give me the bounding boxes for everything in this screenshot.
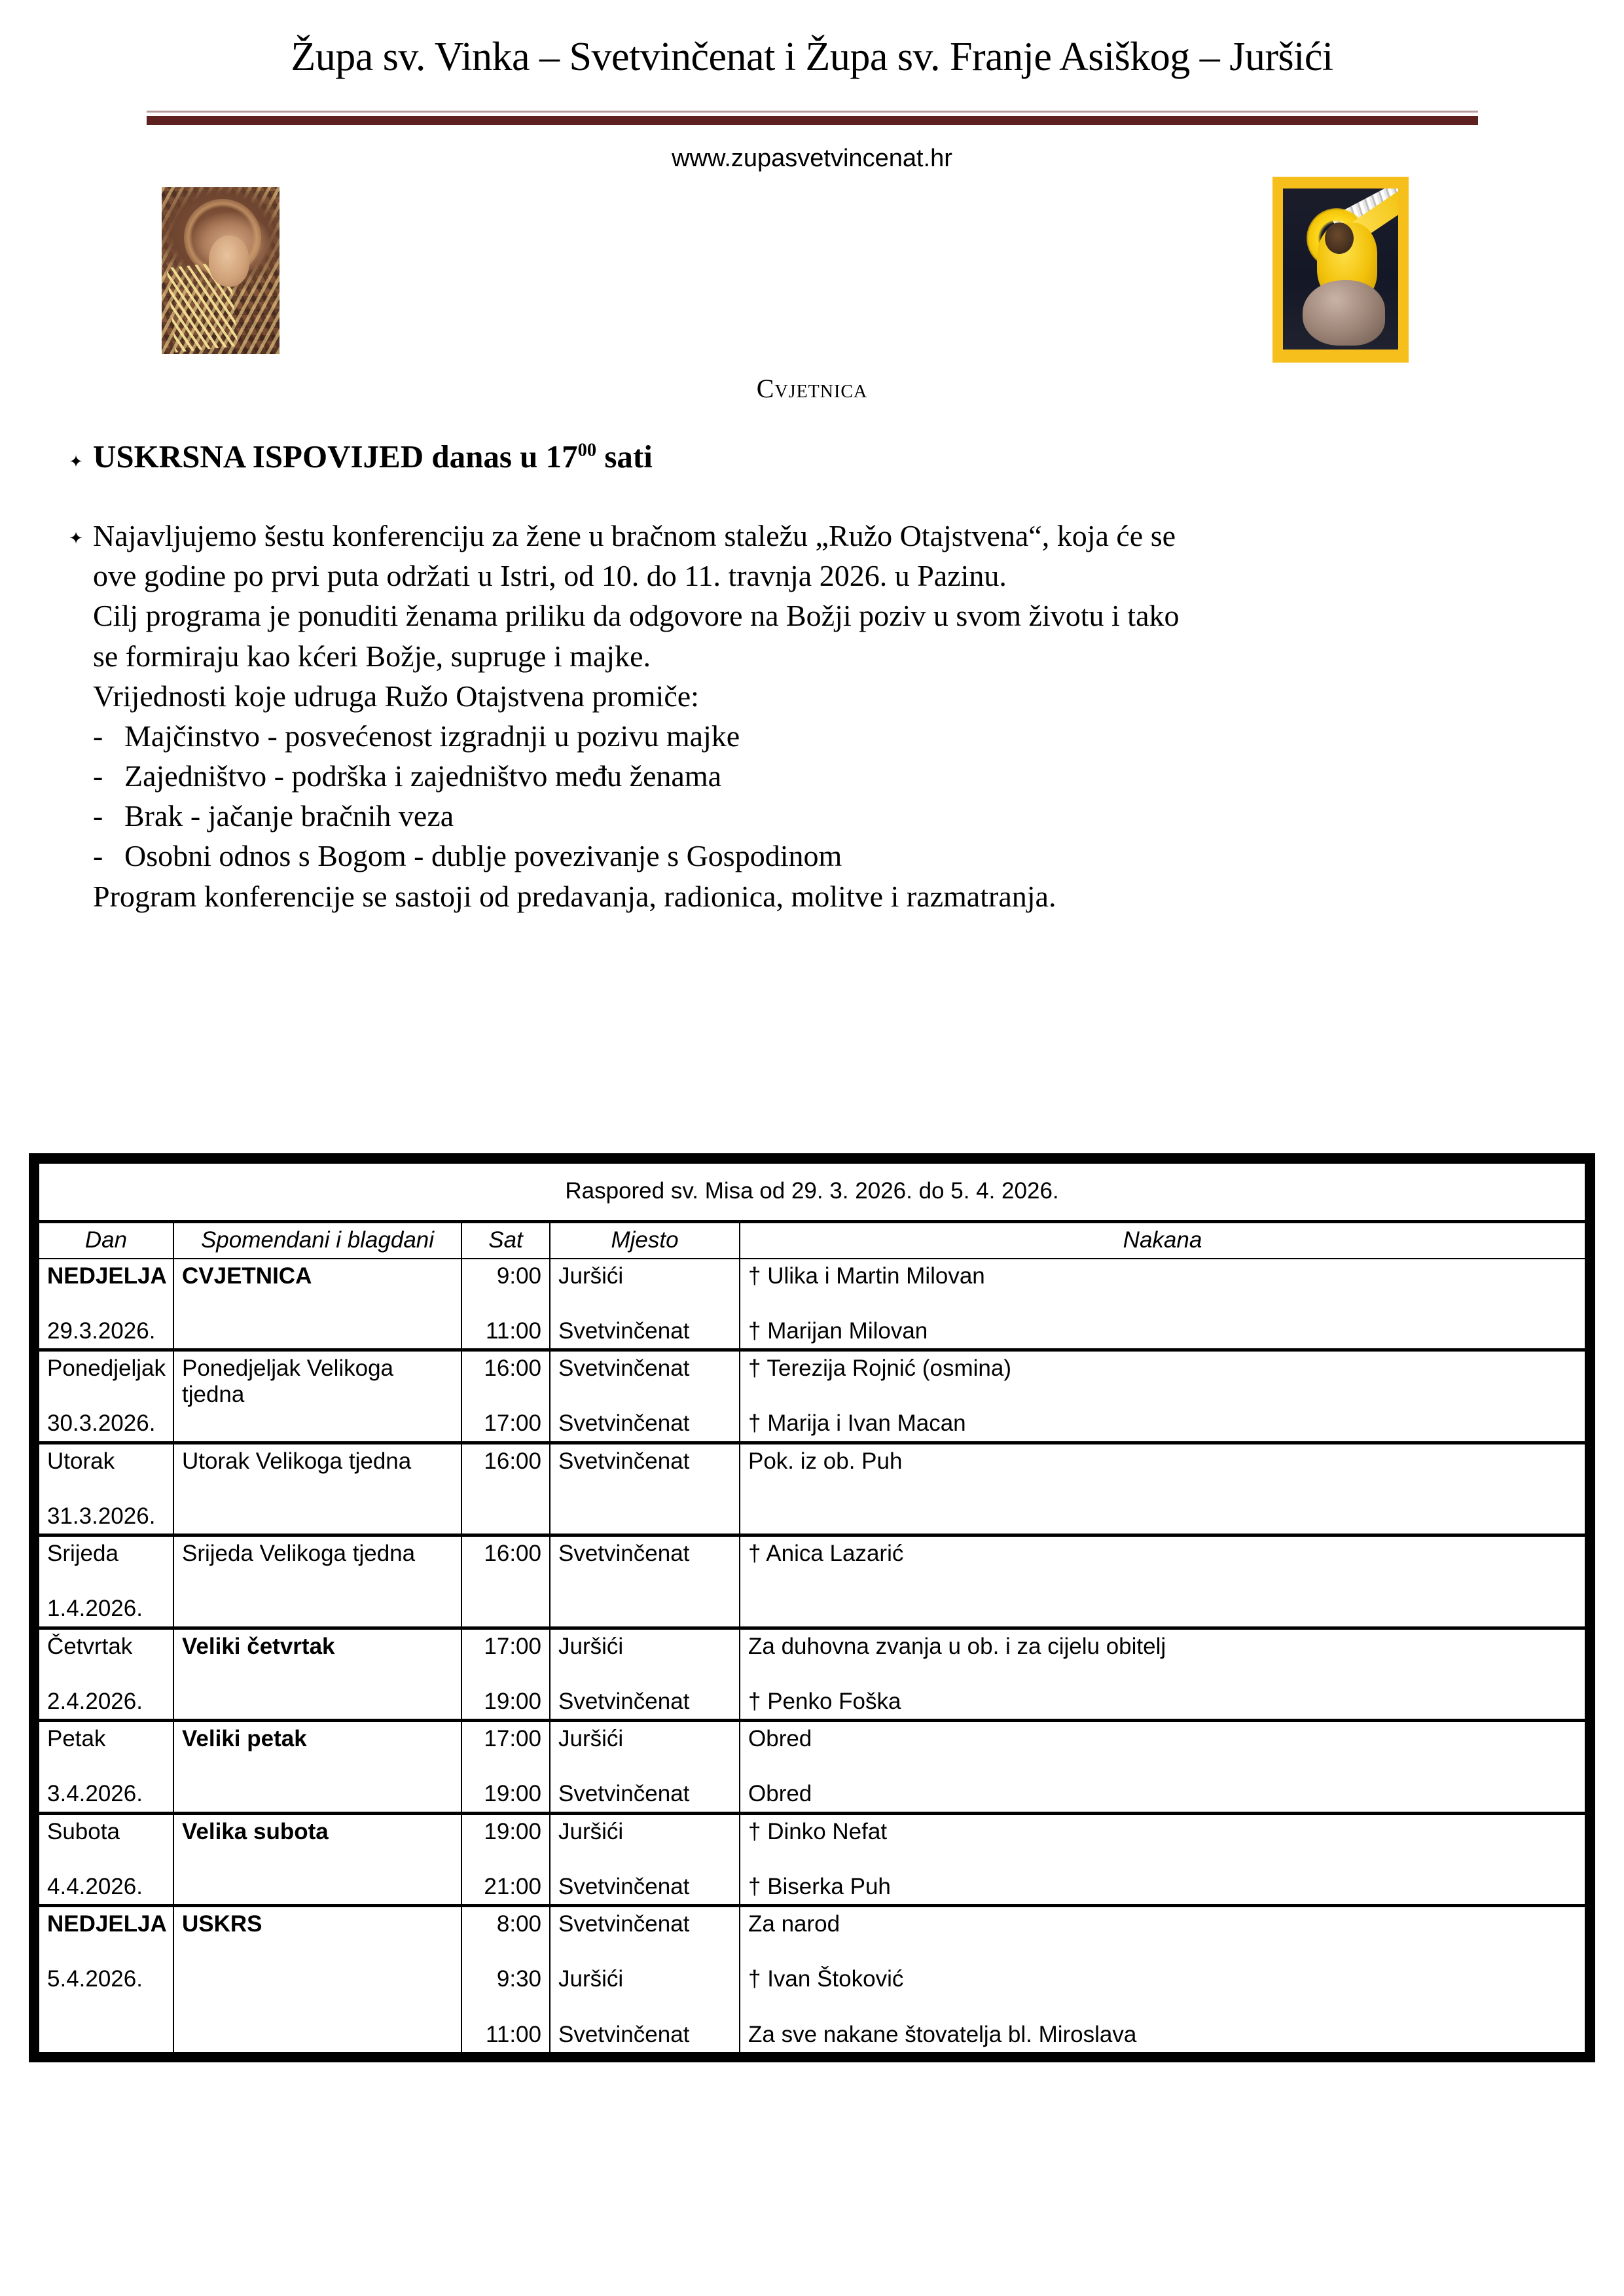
day-name: Utorak — [47, 1448, 115, 1474]
cell-time — [461, 1628, 550, 1721]
mass-place: Svetvinčenat — [558, 1448, 690, 1474]
mass-intention: Obred — [748, 1726, 812, 1751]
confession-text-after: sati — [596, 439, 653, 475]
day-date: 5.4.2026. — [47, 1966, 143, 1992]
day-date: 29.3.2026. — [47, 1318, 156, 1344]
day-name: NEDJELJA — [47, 1911, 167, 1937]
diamond-bullet-icon: ✦ — [69, 452, 83, 471]
mass-intention: † Marija i Ivan Macan — [748, 1410, 966, 1437]
value-text: Brak - jačanje bračnih veza — [124, 799, 454, 833]
document-body — [0, 373, 1624, 916]
table-row — [39, 1628, 1585, 1721]
dash-marker: - — [93, 839, 103, 873]
mass-place: Svetvinčenat — [558, 2021, 690, 2047]
mass-schedule-table — [39, 1164, 1585, 2052]
day-date: 31.3.2026. — [47, 1503, 156, 1529]
mass-place: Svetvinčenat — [558, 1688, 690, 1714]
table-row — [39, 1535, 1585, 1628]
day-date: 4.4.2026. — [47, 1873, 143, 1899]
mass-schedule-table-container — [29, 1153, 1595, 2062]
value-text: Zajedništvo - podrška i zajedništvo među ženama — [124, 759, 722, 793]
christ-head-shape — [1325, 223, 1354, 254]
cell-intention — [740, 1259, 1585, 1350]
day-name: Ponedjeljak — [47, 1355, 166, 1381]
cell-place — [550, 1350, 740, 1443]
mass-place: Juršići — [558, 1263, 624, 1289]
cell-day — [39, 1535, 173, 1628]
confession-superscript: 00 — [577, 440, 597, 461]
cell-intention — [740, 1628, 1585, 1721]
conference-text-block — [93, 516, 1565, 916]
conference-values-heading: Vrijednosti koje udruga Ružo Otajstvena promiče: — [93, 679, 699, 713]
table-row — [39, 1906, 1585, 2052]
mass-intention: Za narod — [748, 1911, 840, 1937]
confession-text-before: USKRSNA ISPOVIJED danas u 17 — [93, 439, 578, 475]
cell-feast — [173, 1259, 461, 1350]
feast-name: USKRS — [182, 1911, 262, 1937]
mass-time: 16:00 — [484, 1541, 541, 1566]
mass-time: 17:00 — [484, 1633, 541, 1659]
cell-day — [39, 1721, 173, 1814]
column-header-dan: Dan — [39, 1222, 173, 1259]
mass-time: 17:00 — [484, 1410, 541, 1437]
cell-intention — [740, 1350, 1585, 1443]
crucifix-icon-image — [1272, 177, 1409, 363]
column-header-spomendani: Spomendani i blagdani — [173, 1222, 461, 1259]
cell-place — [550, 1443, 740, 1535]
cell-feast — [173, 1721, 461, 1814]
schedule-caption: Raspored sv. Misa od 29. 3. 2026. do 5. 4. 2026. — [39, 1164, 1585, 1222]
feast-name: Veliki petak — [182, 1726, 307, 1751]
masthead — [0, 0, 1624, 81]
drapery-shape — [1303, 280, 1385, 346]
cell-day — [39, 1259, 173, 1350]
header-divider — [147, 111, 1478, 125]
mass-place: Juršići — [558, 1633, 624, 1659]
value-text: Majčinstvo - posvećenost izgradnji u pozivu majke — [124, 719, 740, 753]
mass-time: 9:00 — [496, 1263, 541, 1289]
mass-time: 21:00 — [484, 1873, 541, 1899]
table-row — [39, 1259, 1585, 1350]
dash-marker: - — [93, 719, 103, 753]
feast-name: Velika subota — [182, 1818, 329, 1844]
mass-place: Svetvinčenat — [558, 1318, 690, 1344]
mass-time: 16:00 — [484, 1448, 541, 1474]
mass-place: Svetvinčenat — [558, 1355, 690, 1381]
cell-day — [39, 1628, 173, 1721]
day-name: Subota — [47, 1818, 120, 1844]
cell-place — [550, 1259, 740, 1350]
conference-values-list — [93, 716, 1552, 876]
table-caption-row — [39, 1164, 1585, 1222]
column-header-mjesto: Mjesto — [550, 1222, 740, 1259]
feast-name: CVJETNICA — [182, 1263, 312, 1289]
mass-intention: † Biserka Puh — [748, 1873, 891, 1899]
mass-time: 17:00 — [484, 1726, 541, 1751]
cell-feast — [173, 1443, 461, 1535]
day-name: Srijeda — [47, 1541, 118, 1566]
diamond-bullet-icon: ✦ — [69, 529, 83, 548]
day-date: 2.4.2026. — [47, 1688, 143, 1714]
cell-feast — [173, 1350, 461, 1443]
divider-thick-line — [147, 116, 1478, 125]
page-title: Župa sv. Vinka – Svetvinčenat i Župa sv. Franje Asiškog – Juršići — [291, 35, 1333, 79]
mass-intention: Za duhovna zvanja u ob. i za cijelu obitelj — [748, 1633, 1166, 1659]
value-text: Osobni odnos s Bogom - dublje povezivanje s Gospodinom — [124, 839, 842, 873]
mass-time: 19:00 — [484, 1818, 541, 1844]
mass-time: 16:00 — [484, 1355, 541, 1381]
mass-place: Svetvinčenat — [558, 1410, 690, 1437]
cell-day — [39, 1906, 173, 2052]
confession-text — [93, 440, 653, 473]
saint-vincent-icon-image — [162, 187, 280, 354]
mass-intention: † Anica Lazarić — [748, 1541, 904, 1566]
cell-feast — [173, 1628, 461, 1721]
crucifix-inner-panel — [1283, 188, 1398, 350]
conference-closing-line: Program konferencije se sastoji od predavanja, radionica, molitve i razmatranja. — [93, 879, 1056, 913]
cell-time — [461, 1906, 550, 2052]
day-date: 30.3.2026. — [47, 1410, 156, 1437]
mass-time: 19:00 — [484, 1781, 541, 1807]
column-header-nakana: Nakana — [740, 1222, 1585, 1259]
cell-day — [39, 1443, 173, 1535]
cell-place — [550, 1535, 740, 1628]
icon-images-band — [0, 173, 1624, 369]
mass-time: 11:00 — [486, 2021, 541, 2047]
cell-time — [461, 1350, 550, 1443]
mass-intention: Za sve nakane štovatelja bl. Miroslava — [748, 2021, 1137, 2047]
column-header-sat: Sat — [461, 1222, 550, 1259]
mass-intention: † Marijan Milovan — [748, 1318, 928, 1344]
mass-intention: † Dinko Nefat — [748, 1818, 888, 1844]
conference-line-1: Najavljujemo šestu konferenciju za žene u bračnom staležu „Ružo Otajstvena“, koja će se — [93, 519, 1176, 552]
liturgical-day-subtitle: Cvjetnica — [756, 374, 868, 403]
cell-time — [461, 1259, 550, 1350]
cell-intention — [740, 1906, 1585, 2052]
mass-place: Juršići — [558, 1818, 624, 1844]
mass-time: 8:00 — [496, 1911, 541, 1937]
day-date: 3.4.2026. — [47, 1781, 143, 1807]
mass-intention: † Ivan Štoković — [748, 1966, 904, 1992]
mass-time: 11:00 — [486, 1318, 541, 1344]
conference-announcement — [59, 516, 1565, 916]
mass-place: Svetvinčenat — [558, 1781, 690, 1807]
cell-time — [461, 1813, 550, 1906]
day-name: Petak — [47, 1726, 106, 1751]
confession-announcement — [59, 440, 1565, 473]
conference-line-3: Cilj programa je ponuditi ženama priliku da odgovore na Božji poziv u svom životu i tako — [93, 599, 1180, 633]
mass-intention: Pok. iz ob. Puh — [748, 1448, 903, 1474]
day-name: NEDJELJA — [47, 1263, 167, 1289]
cell-place — [550, 1628, 740, 1721]
cell-feast — [173, 1535, 461, 1628]
day-date: 1.4.2026. — [47, 1596, 143, 1622]
mass-place: Juršići — [558, 1726, 624, 1751]
cell-intention — [740, 1443, 1585, 1535]
feast-name: Utorak Velikoga tjedna — [182, 1448, 412, 1474]
mass-intention: † Terezija Rojnić (osmina) — [748, 1355, 1012, 1381]
mass-intention: † Ulika i Martin Milovan — [748, 1263, 985, 1289]
list-item — [93, 796, 1552, 836]
list-item — [93, 716, 1552, 756]
divider-thin-line — [147, 111, 1478, 113]
table-row — [39, 1350, 1585, 1443]
table-row — [39, 1721, 1585, 1814]
table-row — [39, 1443, 1585, 1535]
cell-day — [39, 1813, 173, 1906]
mass-place: Svetvinčenat — [558, 1873, 690, 1899]
cell-day — [39, 1350, 173, 1443]
feast-name: Srijeda Velikoga tjedna — [182, 1541, 416, 1566]
conference-line-4: se formiraju kao kćeri Božje, supruge i majke. — [93, 639, 651, 673]
table-row — [39, 1813, 1585, 1906]
feast-name: Ponedjeljak Velikoga tjedna — [182, 1355, 394, 1408]
cell-place — [550, 1813, 740, 1906]
cell-feast — [173, 1906, 461, 2052]
day-name: Četvrtak — [47, 1633, 133, 1659]
cell-time — [461, 1443, 550, 1535]
cell-place — [550, 1906, 740, 2052]
dash-marker: - — [93, 799, 103, 833]
cell-time — [461, 1535, 550, 1628]
mass-time: 19:00 — [484, 1688, 541, 1714]
cell-place — [550, 1721, 740, 1814]
website-url[interactable]: www.zupasvetvincenat.hr — [672, 145, 952, 172]
cell-intention — [740, 1535, 1585, 1628]
list-item — [93, 836, 1552, 876]
dash-marker: - — [93, 759, 103, 793]
cell-time — [461, 1721, 550, 1814]
cell-feast — [173, 1813, 461, 1906]
mass-intention: Obred — [748, 1781, 812, 1807]
cell-intention — [740, 1813, 1585, 1906]
mass-place: Juršići — [558, 1966, 624, 1992]
mass-intention: † Penko Foška — [748, 1688, 901, 1714]
mass-place: Svetvinčenat — [558, 1911, 690, 1937]
mass-time: 9:30 — [496, 1966, 541, 1992]
feast-name: Veliki četvrtak — [182, 1633, 335, 1659]
saint-face-shape — [209, 236, 249, 287]
list-item — [93, 756, 1552, 796]
mass-place: Svetvinčenat — [558, 1541, 690, 1566]
conference-line-2: ove godine po prvi puta održati u Istri, od 10. do 11. travnja 2026. u Pazinu. — [93, 559, 1007, 593]
table-header-row — [39, 1222, 1585, 1259]
cell-intention — [740, 1721, 1585, 1814]
